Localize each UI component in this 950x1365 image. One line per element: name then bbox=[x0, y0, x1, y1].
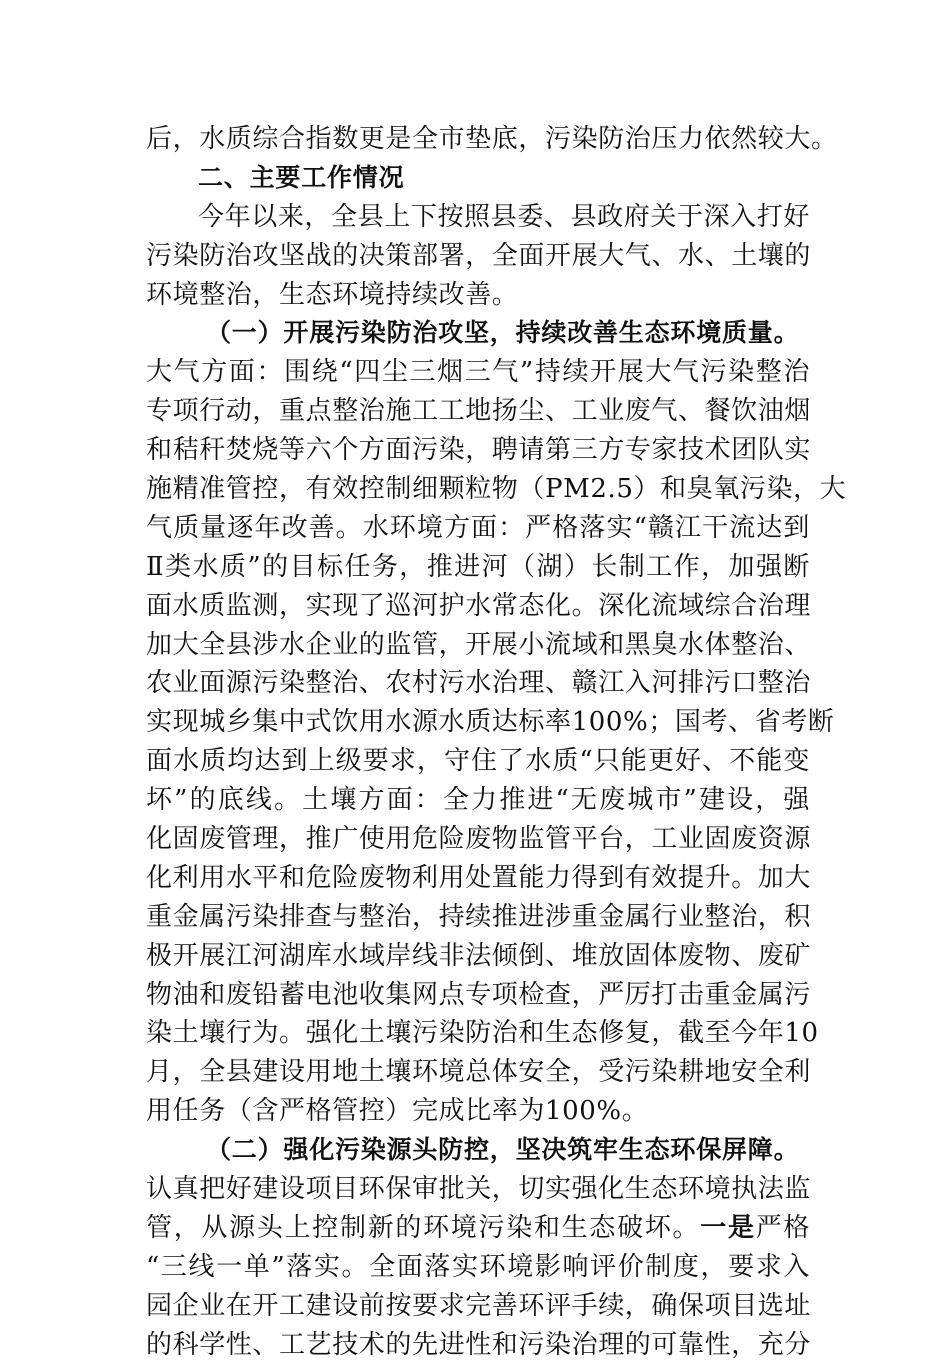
text-line: 专项行动，重点整治施工工地扬尘、工业废气、餐饮油烟 bbox=[146, 396, 812, 427]
text-line: 园企业在开工建设前按要求完善环评手续，确保项目选址 bbox=[146, 1290, 812, 1321]
text-line: 化固废管理，推广使用危险废物监管平台，工业固废资源 bbox=[146, 824, 812, 855]
text-run: 管，从源头上控制新的环境污染和生态破坏。 bbox=[146, 1212, 701, 1243]
text-line: 面水质监测，实现了巡河护水常态化。深化流域综合治理 bbox=[146, 590, 812, 621]
document-body bbox=[146, 120, 847, 1365]
text-line: 面水质均达到上级要求，守住了水质“只能更好、不能变 bbox=[146, 746, 810, 777]
text-line: “三线一单”落实。全面落实环境影响评价制度，要求入 bbox=[146, 1251, 810, 1282]
text-line: 加大全县涉水企业的监管，开展小流域和黑臭水体整治、 bbox=[146, 629, 812, 660]
text-line: 坏”的底线。土壤方面：全力推进“无废城市”建设，强 bbox=[146, 785, 810, 816]
text-line: 实现城乡集中式饮用水源水质达标率100%；国考、省考断 bbox=[146, 707, 835, 738]
text-run: 严格 bbox=[755, 1212, 810, 1243]
text-line: 后，水质综合指数更是全市垫底，污染防治压力依然较大。 bbox=[146, 124, 838, 154]
text-line: Ⅱ类水质”的目标任务，推进河（湖）长制工作，加强断 bbox=[146, 551, 810, 582]
text-line: 环境整治，生态环境持续改善。 bbox=[146, 279, 519, 310]
text-line: 农业面源污染整治、农村污水治理、赣江入河排污口整治 bbox=[146, 668, 812, 699]
text-line: 和秸秆焚烧等六个方面污染，聘请第三方专家技术团队实 bbox=[146, 435, 812, 466]
text-line: 大气方面：围绕“四尘三烟三气”持续开展大气污染整治 bbox=[146, 357, 810, 388]
text-line: 的科学性、工艺技术的先进性和污染治理的可靠性，充分 bbox=[146, 1329, 812, 1360]
text-line: 今年以来，全县上下按照县委、县政府关于深入打好 bbox=[198, 201, 810, 232]
text-line: 污染防治攻坚战的决策部署，全面开展大气、水、土壤的 bbox=[146, 240, 812, 271]
text-line: 气质量逐年改善。水环境方面：严格落实“赣江干流达到 bbox=[146, 512, 810, 543]
emphasis-text: 一是 bbox=[700, 1212, 756, 1243]
text-line-mixed bbox=[146, 1209, 810, 1248]
text-line: 化利用水平和危险废物利用处置能力得到有效提升。加大 bbox=[146, 862, 812, 893]
text-line: 月，全县建设用地土壤环境总体安全，受污染耕地安全利 bbox=[146, 1057, 812, 1088]
text-line: 物油和废铅蓄电池收集网点专项检查，严厉打击重金属污 bbox=[146, 979, 812, 1010]
section-heading: 二、主要工作情况 bbox=[198, 162, 405, 192]
text-line: 重金属污染排查与整治，持续推进涉重金属行业整治，积 bbox=[146, 901, 812, 932]
text-line: 用任务（含严格管控）完成比率为100%。 bbox=[146, 1096, 649, 1127]
text-line: 极开展江河湖库水域岸线非法倾倒、堆放固体废物、废矿 bbox=[146, 940, 812, 971]
subsection-heading: （一）开展污染防治攻坚，持续改善生态环境质量。 bbox=[206, 318, 800, 348]
text-line: 施精准管控，有效控制细颗粒物（PM2.5）和臭氧污染，大 bbox=[146, 474, 847, 505]
text-line: 染土壤行为。强化土壤污染防治和生态修复，截至今年10 bbox=[146, 1018, 819, 1049]
subsection-heading: （二）强化污染源头防控，坚决筑牢生态环保屏障。 bbox=[206, 1135, 800, 1165]
text-line: 认真把好建设项目环保审批关，切实强化生态环境执法监 bbox=[146, 1174, 812, 1205]
